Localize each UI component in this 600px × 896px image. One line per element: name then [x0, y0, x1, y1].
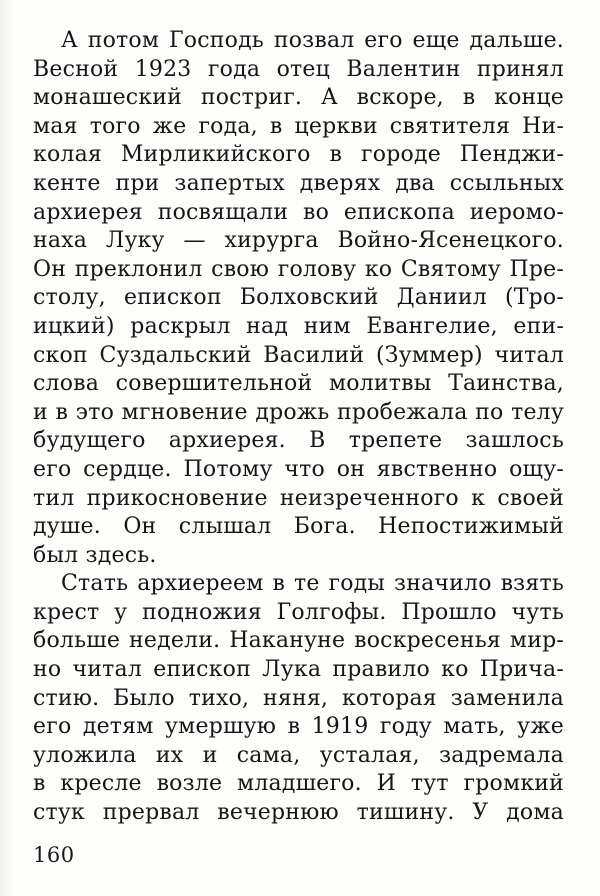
text-line: стук прервал вечернюю тишину. У дома [33, 800, 564, 826]
text-line: душе. Он слышал Бога. Непостижимый [33, 514, 564, 540]
text-line: А потом Господь позвал его еще дальше. [61, 28, 564, 53]
text-line: колая Мирликийского в городе Пенджи- [33, 142, 564, 168]
text-line: но читал епископ Лука правило ко Прича- [33, 657, 564, 683]
text-line: монашеский постриг. А вскоре, в конце [33, 85, 564, 111]
text-line: Стать архиереем в те годы значило взять [61, 571, 564, 597]
text-line: в кресле возле младшего. И тут громкий [33, 771, 564, 797]
text-line: был здесь. [33, 542, 157, 568]
text-line: столу, епископ Болховский Даниил (Тро- [33, 285, 564, 311]
text-line: крест у подножия Голгофы. Прошло чуть [33, 599, 564, 625]
text-line: уложила их и сама, усталая, задремала [33, 742, 564, 768]
text-line: скоп Суздальский Василий (Зуммер) читал [33, 342, 564, 368]
text-line: архиерея посвящали во епископа иеромо- [33, 199, 564, 225]
text-line: ицкий) раскрыл над ним Евангелие, епи- [33, 313, 564, 339]
text-line: наха Луку — хирурга Войно-Ясенецкого. [33, 228, 564, 254]
text-line: мая того же года, в церкви святителя Ни- [33, 113, 564, 139]
text-line: Весной 1923 года отец Валентин принял [33, 56, 564, 82]
text-line: кенте при запертых дверях два ссыльных [33, 170, 564, 196]
page-number: 160 [33, 843, 75, 867]
text-line: слова совершительной молитвы Таинства, [33, 371, 564, 397]
paragraph-1 [33, 27, 564, 570]
text-line: стию. Было тихо, няня, которая заменила [33, 685, 564, 711]
text-line: будущего архиерея. В трепете зашлось [33, 428, 564, 454]
text-line: больше недели. Накануне воскресенья мир- [33, 628, 564, 654]
text-line: тил прикосновение неизреченного к своей [33, 485, 564, 511]
text-line: и в это мгновение дрожь пробежала по телу [33, 399, 564, 425]
paragraph-2 [33, 570, 564, 827]
text-line: Он преклонил свою голову ко Святому Пре- [33, 256, 564, 282]
text-line: его детям умершую в 1919 году мать, уже [33, 714, 564, 740]
text-line: его сердце. Потому что он явственно ощу- [33, 456, 564, 482]
